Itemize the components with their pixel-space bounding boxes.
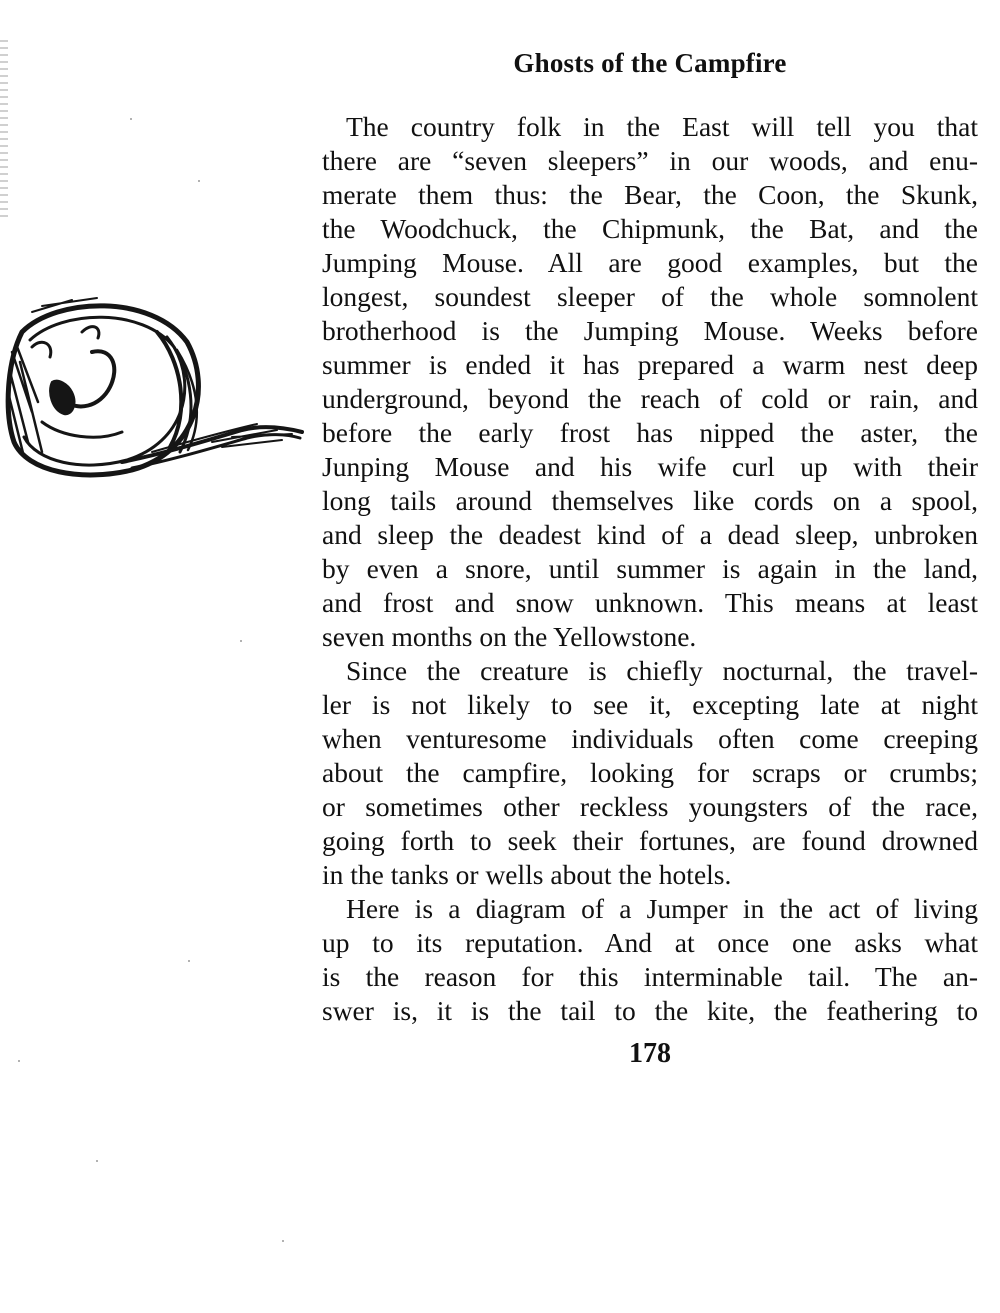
text-line: when venturesome individuals often come creeping xyxy=(322,723,978,754)
text-line: seven months on the Yellowstone. xyxy=(322,621,697,652)
text-line: summer is ended it has prepared a warm nest deep xyxy=(322,349,978,380)
scan-speck xyxy=(198,180,200,182)
text-line: or sometimes other reckless youngsters of the race, xyxy=(322,791,978,822)
text-line: brotherhood is the Jumping Mouse. Weeks before xyxy=(322,315,978,346)
text-line: and sleep the deadest kind of a dead sleep, unbroken xyxy=(322,519,978,550)
paragraph xyxy=(322,892,978,1028)
text-line: Junping Mouse and his wife curl up with their xyxy=(322,451,978,482)
text-line: Jumping Mouse. All are good examples, but the xyxy=(322,247,978,278)
text-line: merate them thus: the Bear, the Coon, the Skunk, xyxy=(322,179,978,210)
scan-speck xyxy=(188,960,190,962)
text-line: ler is not likely to see it, excepting late at night xyxy=(322,689,978,720)
paragraph xyxy=(322,654,978,892)
text-line: before the early frost has nipped the aster, the xyxy=(322,417,978,448)
text-line: swer is, it is the tail to the kite, the feathering to xyxy=(322,995,978,1026)
text-line: there are “seven sleepers” in our woods, and enu- xyxy=(322,145,978,176)
text-line: the Woodchuck, the Chipmunk, the Bat, and the xyxy=(322,213,978,244)
body-text xyxy=(322,110,978,1028)
curled-jumping-mouse-sketch-icon xyxy=(2,292,307,482)
text-line: by even a snore, until summer is again in the land, xyxy=(322,553,978,584)
text-line: and frost and snow unknown. This means at least xyxy=(322,587,978,618)
text-line: going forth to seek their fortunes, are found drowned xyxy=(322,825,978,856)
text-line: The country folk in the East will tell you that xyxy=(346,111,978,142)
text-line: about the campfire, looking for scraps or crumbs; xyxy=(322,757,978,788)
page-number: 178 xyxy=(629,1038,671,1069)
paragraph xyxy=(322,110,978,654)
text-line: up to its reputation. And at once one asks what xyxy=(322,927,978,958)
text-line: long tails around themselves like cords on a spool, xyxy=(322,485,978,516)
running-head: Ghosts of the Campfire xyxy=(513,48,787,78)
text-line: longest, soundest sleeper of the whole somnolent xyxy=(322,281,978,312)
text-line: is the reason for this interminable tail. The an- xyxy=(322,961,978,992)
text-line: Since the creature is chiefly nocturnal, the travel- xyxy=(346,655,978,686)
scan-speck xyxy=(18,1060,20,1062)
scan-speck xyxy=(96,1160,98,1162)
text-line: Here is a diagram of a Jumper in the act of living xyxy=(346,893,978,924)
text-line: underground, beyond the reach of cold or rain, and xyxy=(322,383,978,414)
text-line: in the tanks or wells about the hotels. xyxy=(322,859,732,890)
page-edge-scan-marks xyxy=(0,40,8,220)
scan-speck xyxy=(130,118,132,120)
scan-speck xyxy=(240,640,242,642)
scan-speck xyxy=(282,1240,284,1242)
